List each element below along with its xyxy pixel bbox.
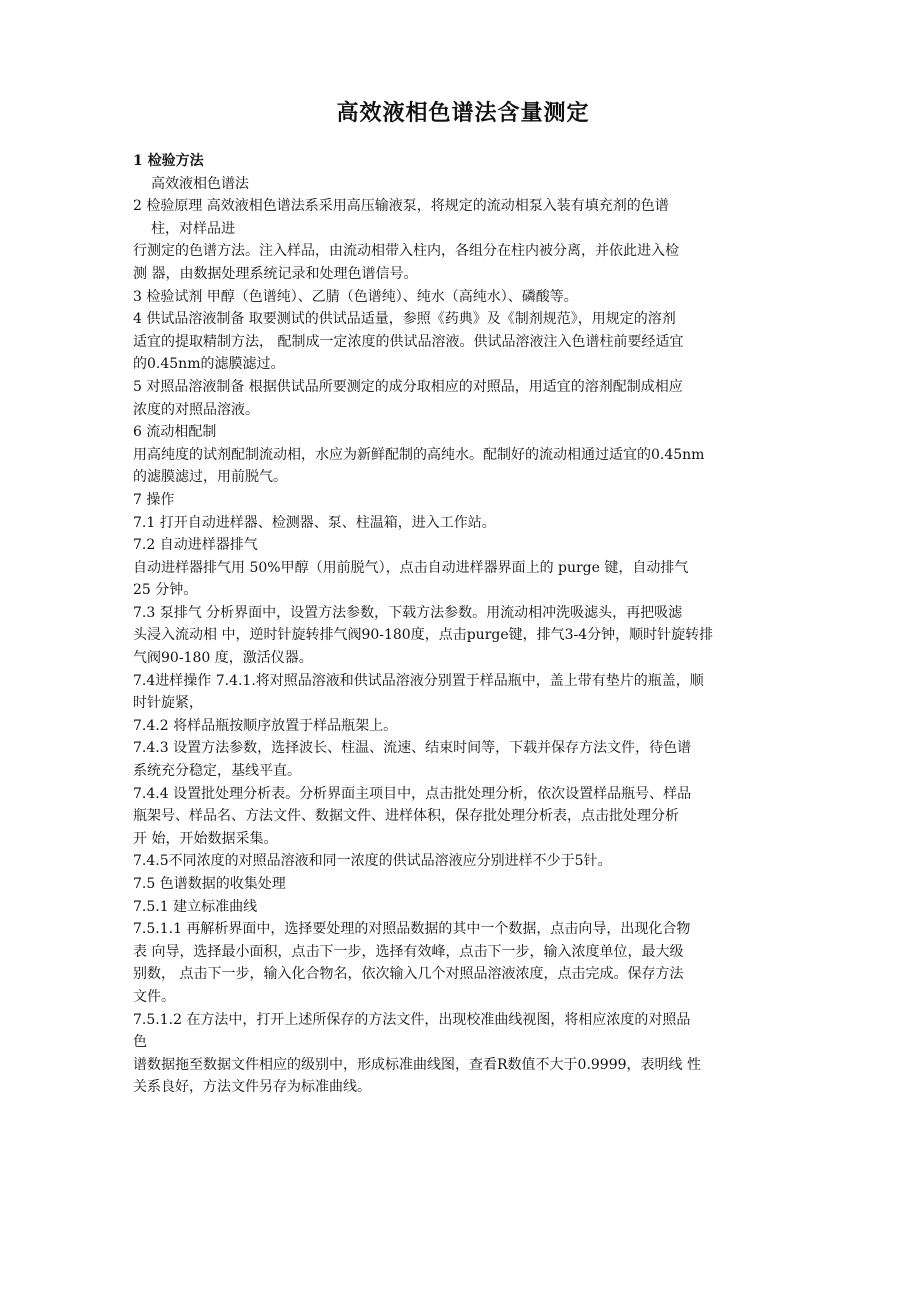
text-line: 1 检验方法 <box>133 153 204 169</box>
text-line: 7.4.4 设置批处理分析表。分析界面主项目中，点击批处理分析，依次设置样品瓶号、样品 <box>133 785 692 802</box>
text-line: 7.5 色谱数据的收集处理 <box>133 876 286 892</box>
text-line: 自动进样器排气用 50%甲醇（用前脱气），点击自动进样器界面上的 purge 键，自动排气 <box>133 559 689 576</box>
text-line: 6 流动相配制 <box>133 424 217 441</box>
text-line: 7.4.5不同浓度的对照品溶液和同一浓度的供试品溶液应分别进样不少于5针。 <box>133 853 612 870</box>
text-line: 7.4.3 设置方法参数，选择波长、柱温、流速、结束时间等，下载并保存方法文件，待色谱 <box>133 740 692 757</box>
text-line: 7 操作 <box>133 491 175 508</box>
text-line: 7.4.2 将样品瓶按顺序放置于样品瓶架上。 <box>133 717 398 734</box>
text-line: 用高纯度的试剂配制流动相，水应为新鲜配制的高纯水。配制好的流动相通过适宜的0.45nm <box>133 446 705 463</box>
text-line: 色 <box>133 1034 147 1051</box>
text-line: 7.5.1 建立标准曲线 <box>133 898 258 915</box>
text-line: 4 供试品溶液制备 取要测试的供试品适量，参照《药典》及《制剂规范》，用规定的溶剂 <box>133 311 676 328</box>
text-line: 时针旋紧， <box>133 695 203 712</box>
text-line: 测 器，由数据处理系统记录和处理色谱信号。 <box>133 265 418 282</box>
text-line: 浓度的对照品溶液。 <box>133 401 259 418</box>
document-body <box>133 150 793 1099</box>
text-line: 谱数据拖至数据文件相应的级别中，形成标准曲线图，查看R数值不大于0.9999，表明线 性 <box>133 1056 701 1073</box>
text-line: 文件。 <box>133 988 175 1005</box>
text-line: 3 检验试剂 甲醇（色谱纯）、乙腈（色谱纯）、纯水（高纯水）、磷酸等。 <box>133 288 578 305</box>
text-line: 关系良好，方法文件另存为标准曲线。 <box>133 1079 371 1096</box>
document-page <box>133 96 793 1099</box>
text-line: 2 检验原理 高效液相色谱法系采用高压输液泵，将规定的流动相泵入装有填充剂的色谱 <box>133 198 669 215</box>
text-line: 适宜的提取精制方法， 配制成一定浓度的供试品溶液。供试品溶液注入色谱柱前要经适宜 <box>133 333 684 350</box>
text-line: 高效液相色谱法 <box>151 175 249 192</box>
document-title: 高效液相色谱法含量测定 <box>336 101 590 126</box>
text-line: 气阀90-180 度，激活仪器。 <box>133 650 313 667</box>
text-line: 的滤膜滤过，用前脱气。 <box>133 469 287 486</box>
text-line: 系统充分稳定，基线平直。 <box>133 763 301 780</box>
text-line: 开 始，开始数据采集。 <box>133 830 278 847</box>
text-line: 5 对照品溶液制备 根据供试品所要测定的成分取相应的对照品，用适宜的溶剂配制成相应 <box>133 378 683 395</box>
text-line: 7.2 自动进样器排气 <box>133 537 258 554</box>
text-line: 瓶架号、样品名、方法文件、数据文件、进样体积，保存批处理分析表，点击批处理分析 <box>133 808 679 825</box>
text-line: 的0.45nm的滤膜滤过。 <box>133 356 285 373</box>
text-line: 7.5.1.2 在方法中，打开上述所保存的方法文件，出现校准曲线视图，将相应浓度的对照品 <box>133 1011 691 1028</box>
text-line: 25 分钟。 <box>133 582 198 599</box>
text-line: 7.1 打开自动进样器、检测器、泵、柱温箱，进入工作站。 <box>133 514 496 531</box>
text-line: 7.5.1.1 再解析界面中，选择要处理的对照品数据的其中一个数据，点击向导，出现化合物 <box>133 921 691 938</box>
text-line: 表 向导，选择最小面积，点击下一步，选择有效峰，点击下一步，输入浓度单位，最大级 <box>133 943 684 960</box>
text-line: 行测定的色谱方法。注入样品，由流动相带入柱内，各组分在柱内被分离，并依此进入检 <box>133 243 679 260</box>
text-line: 7.3 泵排气 分析界面中，设置方法参数，下载方法参数。用流动相冲洗吸滤头，再把吸滤 <box>133 604 683 621</box>
text-line: 7.4进样操作 7.4.1.将对照品溶液和供试品溶液分别置于样品瓶中，盖上带有垫片的瓶盖，顺 <box>133 672 704 689</box>
text-line: 别数， 点击下一步，输入化合物名，依次输入几个对照品溶液浓度，点击完成。保存方法 <box>133 966 684 983</box>
text-line: 头浸入流动相 中，逆时针旋转排气阀90-180度，点击purge键，排气3-4分钟，顺时针旋转排 <box>133 627 714 644</box>
text-line: 柱，对样品进 <box>151 220 235 237</box>
